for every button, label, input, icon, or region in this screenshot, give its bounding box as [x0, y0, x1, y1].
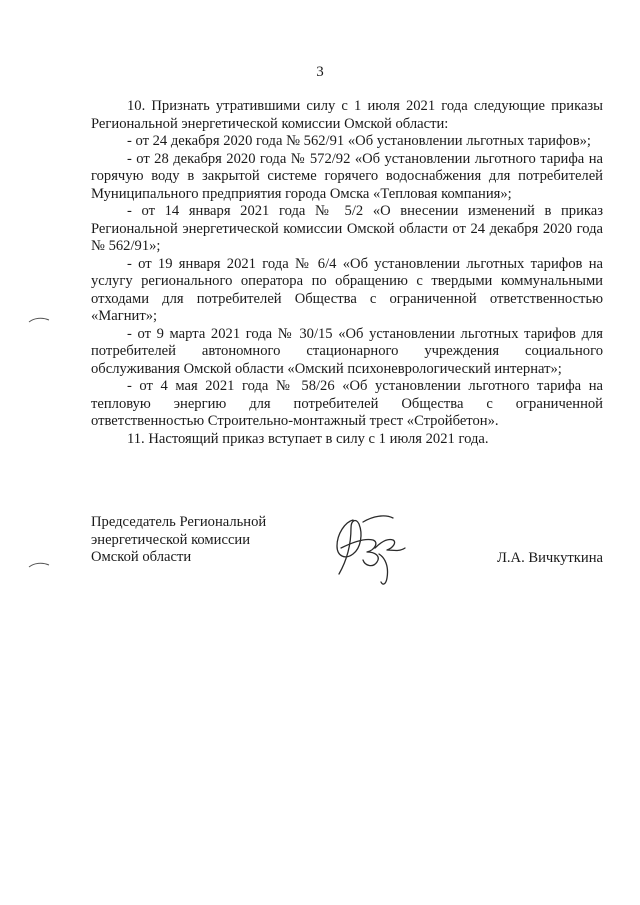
- page-number: 3: [316, 64, 324, 80]
- signer-title: [91, 514, 321, 567]
- repealed-order-6: - от 4 мая 2021 года № 58/26 «Об установлении льготного тарифа на тепловую энергию для потребителей Общества с ограниченной ответственностью Строительно-монтажный трест «Стройбетон».: [91, 378, 603, 429]
- margin-scan-mark: [28, 316, 50, 324]
- repealed-order-5: - от 9 марта 2021 года № 30/15 «Об установлении льготных тарифов для потребителей автономного стационарного учреждения социального обслуживания Омской области «Омский психоневрологический интернат»;: [91, 325, 603, 377]
- paragraph-item-10: 10. Признать утратившими силу с 1 июля 2021 года следующие приказы Региональной энергетической комиссии Омской области:: [91, 98, 603, 132]
- margin-scan-mark: [28, 561, 50, 569]
- signer-name: Л.А. Вичкуткина: [496, 550, 603, 566]
- repealed-order-4: - от 19 января 2021 года № 6/4 «Об установлении льготных тарифов на услугу регионального оператора по обращению с твердыми коммунальными отходами для потребителей Общества с ограниченной ответственностью «Магнит»;: [91, 255, 603, 324]
- signer-title-line: энергетической комиссии: [91, 531, 251, 548]
- signer-title-line: Омской области: [91, 549, 192, 565]
- repealed-order-1: - от 24 декабря 2020 года № 562/91 «Об установлении льготных тарифов»;: [127, 133, 591, 149]
- paragraph-item-11: 11. Настоящий приказ вступает в силу с 1 июля 2021 года.: [127, 430, 489, 447]
- signature-block: [91, 514, 603, 594]
- handwritten-signature: [323, 508, 413, 588]
- repealed-order-3: - от 14 января 2021 года № 5/2 «О внесении изменений в приказ Региональной энергетической комиссии Омской области от 24 декабря 2020 года № 562/91»;: [91, 203, 603, 254]
- signer-title-line: Председатель Региональной: [91, 514, 267, 530]
- document-body: [91, 98, 603, 448]
- repealed-order-2: - от 28 декабря 2020 года № 572/92 «Об установлении льготного тарифа на горячую воду в закрытой системе горячего водоснабжения для потребителей Муниципального предприятия города Омска «Тепловая компания»;: [91, 150, 603, 202]
